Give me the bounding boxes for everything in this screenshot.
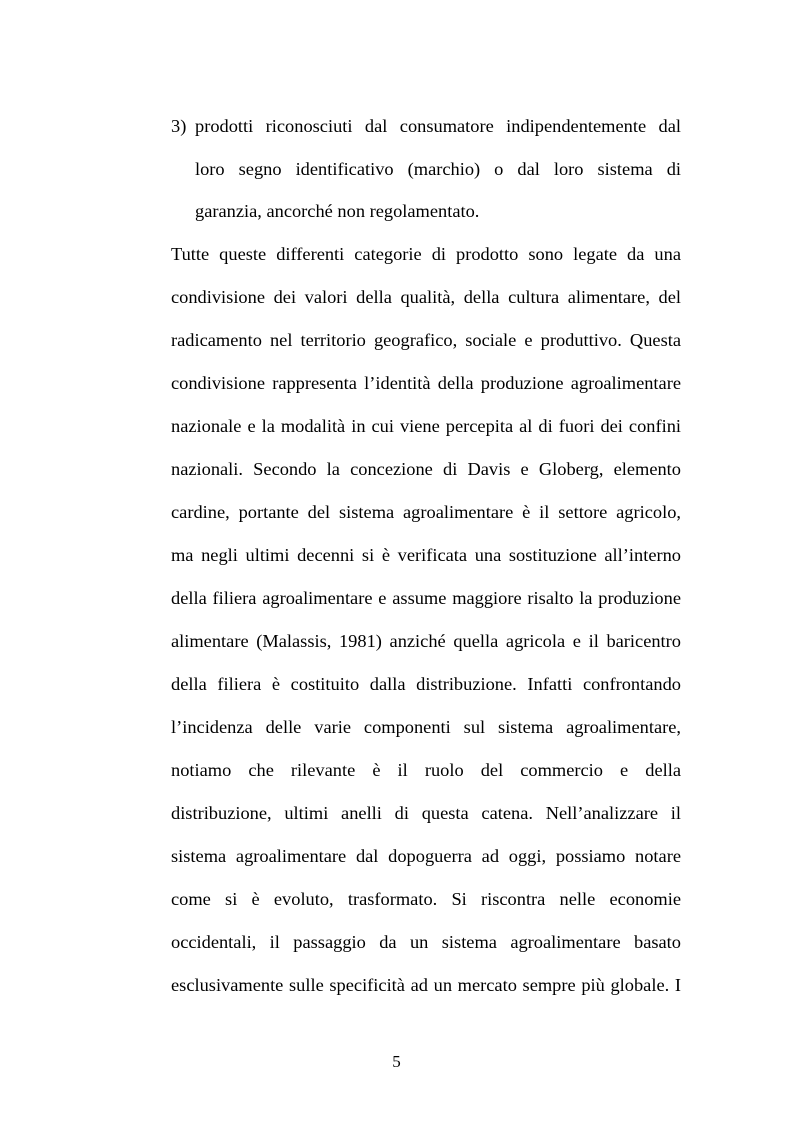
list-item-line: garanzia, ancorché non regolamentato. (195, 201, 480, 221)
paragraph-line: l’incidenza delle varie componenti sul sistema agroalimentare, (171, 717, 681, 737)
paragraph-line: come si è evoluto, trasformato. Si riscontra nelle economie (171, 889, 681, 909)
paragraph-line: Tutte queste differenti categorie di prodotto sono legate da una (171, 244, 681, 264)
list-item-line: prodotti riconosciuti dal consumatore indipendentemente dal (195, 116, 681, 136)
paragraph-line: alimentare (Malassis, 1981) anziché quella agricola e il baricentro (171, 631, 681, 651)
list-marker: 3) (171, 116, 187, 136)
page-number: 5 (392, 1052, 401, 1071)
paragraph-line: sistema agroalimentare dal dopoguerra ad oggi, possiamo notare (171, 846, 681, 866)
paragraph-line: esclusivamente sulle specificità ad un mercato sempre più globale. I (171, 975, 681, 995)
paragraph-line: della filiera è costituito dalla distribuzione. Infatti confrontando (171, 674, 681, 694)
paragraph-line: della filiera agroalimentare e assume maggiore risalto la produzione (171, 588, 681, 608)
paragraph-line: distribuzione, ultimi anelli di questa catena. Nell’analizzare il (171, 803, 681, 823)
paragraph-line: ma negli ultimi decenni si è verificata una sostituzione all’interno (171, 545, 681, 565)
paragraph-line: radicamento nel territorio geografico, sociale e produttivo. Questa (171, 330, 681, 350)
paragraph-line: occidentali, il passaggio da un sistema agroalimentare basato (171, 932, 681, 952)
paragraph-line: nazionali. Secondo la concezione di Davis e Globerg, elemento (171, 459, 681, 479)
list-item-line: loro segno identificativo (marchio) o dal loro sistema di (195, 159, 681, 179)
paragraph-line: nazionale e la modalità in cui viene percepita al di fuori dei confini (171, 416, 681, 436)
paragraph-line: condivisione rappresenta l’identità della produzione agroalimentare (171, 373, 681, 393)
paragraph-line: cardine, portante del sistema agroalimentare è il settore agricolo, (171, 502, 681, 522)
paragraph-line: condivisione dei valori della qualità, della cultura alimentare, del (171, 287, 681, 307)
paragraph-line: notiamo che rilevante è il ruolo del commercio e della (171, 760, 681, 780)
